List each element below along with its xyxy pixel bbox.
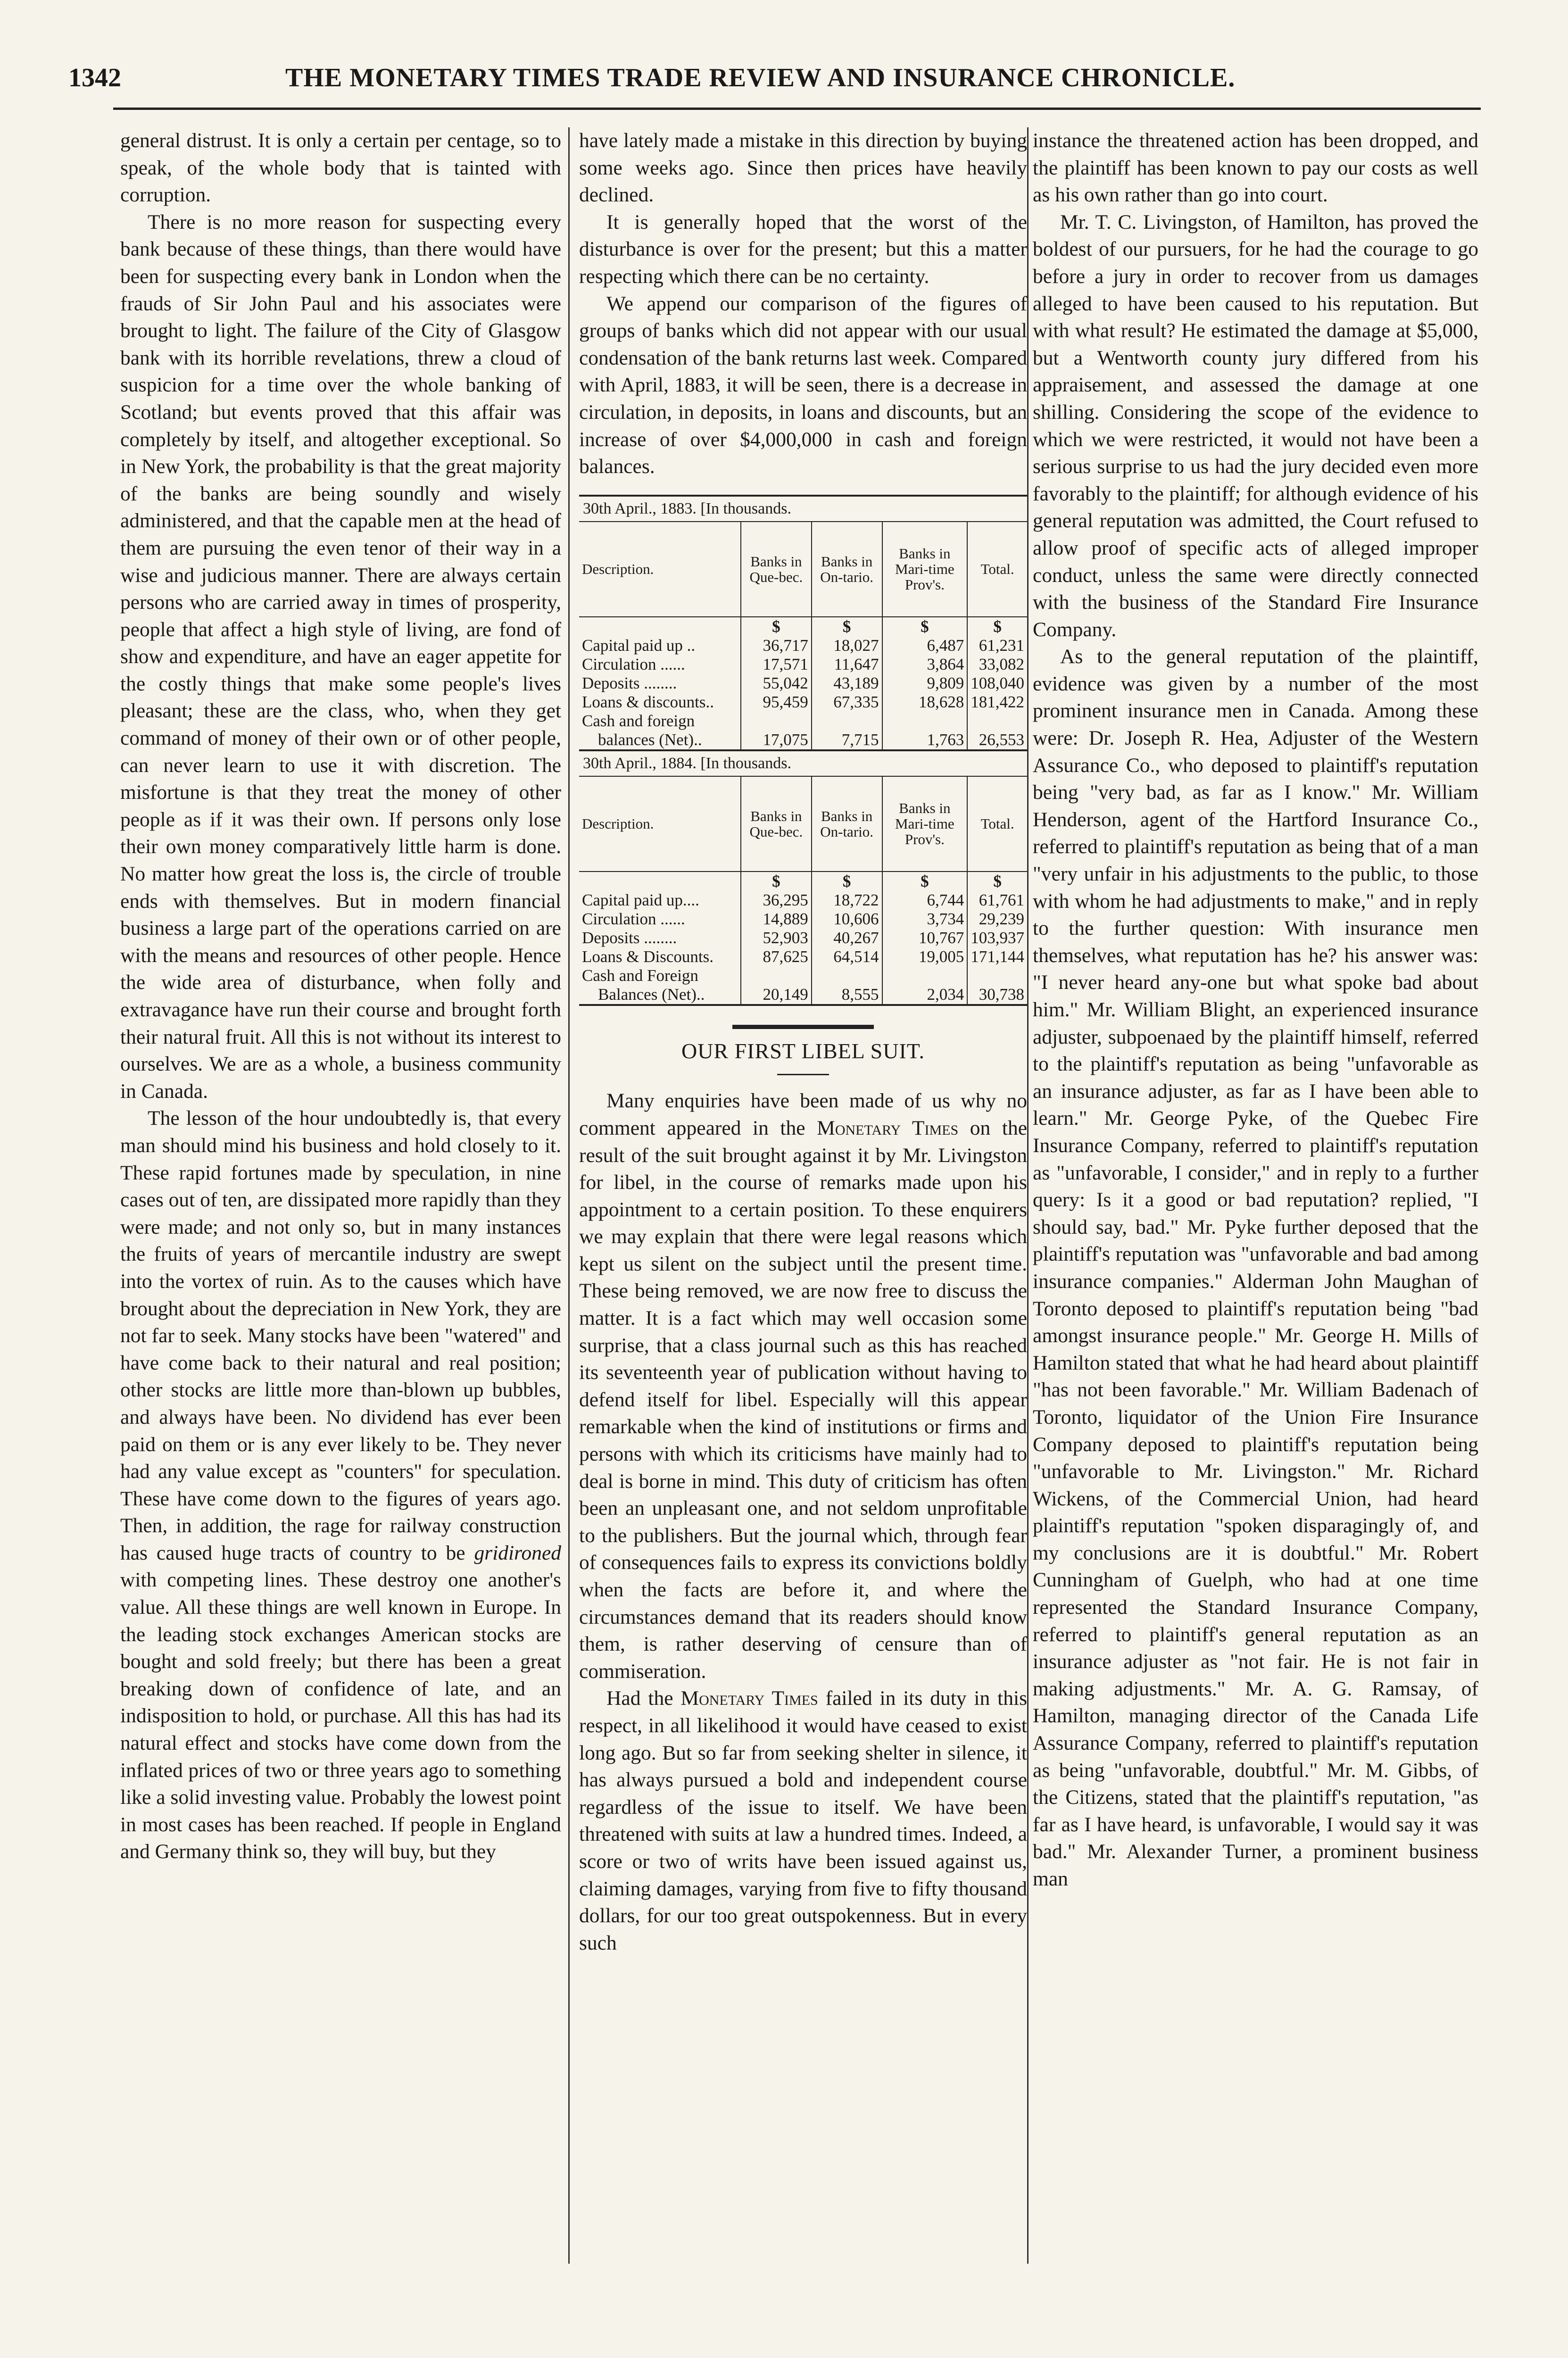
- table-cell: 103,937: [967, 929, 1027, 947]
- table-cell: Deposits ........: [582, 673, 677, 692]
- table-header: Total.: [967, 522, 1027, 617]
- table-cell: 7,715: [812, 731, 882, 750]
- table-cell: 181,422: [967, 693, 1027, 712]
- table-header: Banks in On-tario.: [812, 776, 882, 872]
- table-cell: $: [967, 872, 1027, 891]
- text-run: with competing lines. These destroy one another's value. All these things are well known in Europe. In the leading stock exchanges American stocks are bought and sold freely; but there has been a great breaking down of confidence of late, and an indisposition to hold, or purchase. All this has had its natural effect and stocks have come down from the inflated prices of two or three years ago to something like a solid investing value. Probably the lowest point in most cases has been reached. If people in England and Germany think so, they will buy, but they: [120, 1569, 561, 1863]
- table-header: Description.: [579, 776, 741, 872]
- column-rule-1: [568, 127, 570, 2264]
- text-run: The lesson of the hour undoubtedly is, that every man should mind his business and hold closely to it. These rapid fortunes made by speculation, in nine cases out of ten, are dissipated more rapidly than they were made; and not only so, but in many instances the fruits of years of mercantile industry are swept into the vortex of ruin. As to the causes which have brought about the depreciation in New York, they are not far to seek. Many stocks have been "watered" and have come back to their natural and real position; other stocks are little more than-blown up bubbles, and always have been. No dividend has ever been paid on them or is any ever likely to be. They never had any value except as "counters" for speculation. These have come down to the figures of years ago. Then, in addition, the rage for railway construction has caused huge tracts of country to be: [120, 1107, 561, 1564]
- table-row: [579, 655, 1027, 674]
- paragraph: Mr. T. C. Livingston, of Hamilton, has proved the boldest of our pursuers, for he had the courage to go before a jury in order to recover from us damages alleged to have been caused to his reputation. But with what result? He estimated the damage at $5,000, but a Wentworth county jury differed from his appraisement, and assessed the damage at one shilling. Considering the scope of the evidence to which we were restricted, it would not have been a serious surprise to us had the jury decided even more favorably to the plaintiff; for although evidence of his general reputation was admitted, the Court refused to allow proof of specific acts of alleged improper conduct, unless the same were directly connected with the business of the Standard Fire Insurance Company.: [1033, 210, 1478, 641]
- table-row: [579, 674, 1027, 693]
- table-cell: Cash and Foreign: [582, 966, 698, 985]
- table-cell: 40,267: [812, 929, 882, 947]
- table-cell: $: [741, 872, 812, 891]
- table-cell: 26,553: [967, 731, 1027, 750]
- table-cell: 3,734: [882, 910, 968, 929]
- table-row: [579, 985, 1027, 1005]
- paragraph: [579, 1088, 1027, 1685]
- table-cell: 9,809: [882, 674, 968, 693]
- table-row: [579, 910, 1027, 929]
- table-cell: [741, 712, 812, 731]
- table-cell: [882, 966, 968, 985]
- table-cell: 2,034: [882, 985, 968, 1005]
- table-caption: 30th April., 1884. [In thousands.: [579, 751, 1027, 776]
- table-cell: [967, 712, 1027, 731]
- table-header: Banks in On-tario.: [812, 522, 882, 617]
- table-cell: 8,555: [812, 985, 882, 1005]
- table-cell: Circulation ......: [582, 655, 685, 673]
- table-cell: 18,027: [812, 636, 882, 655]
- table-cell: 61,231: [967, 636, 1027, 655]
- column-rule-2: [1027, 127, 1029, 2264]
- table-cell: 108,040: [967, 674, 1027, 693]
- table-cell: Capital paid up ..: [582, 636, 696, 655]
- column-3: [1033, 127, 1478, 1893]
- table-cell: $: [967, 617, 1027, 636]
- table-cell: 171,144: [967, 947, 1027, 966]
- column-2: [579, 127, 1027, 1957]
- header-rule: [113, 108, 1481, 110]
- page-number: 1342: [68, 63, 121, 92]
- running-title: THE MONETARY TIMES TRADE REVIEW AND INSURANCE CHRONICLE.: [285, 63, 1236, 92]
- paragraph: have lately made a mistake in this direction by buying some weeks ago. Since then prices have heavily declined.: [579, 129, 1027, 207]
- table-cell: Loans & discounts..: [582, 692, 714, 711]
- paragraph: [579, 1685, 1027, 1957]
- table-cell: Deposits ........: [582, 928, 677, 947]
- table-cell: 6,744: [882, 891, 968, 910]
- table-cell: balances (Net)..: [579, 731, 741, 750]
- table-cell: Cash and foreign: [582, 711, 695, 730]
- paragraph: As to the general reputation of the plaintiff, evidence was given by a number of the most prominent insurance men in Canada. Among these were: Dr. Joseph R. Hea, Adjuster of the Western Assurance Co., who deposed to plaintiff's reputation being "very bad, as far as I know." Mr. William Henderson, agent of the Hartford Insurance Co., referred to plaintiff's reputation as being that of a man "very unfair in his adjustments to the public, to those with whom he had adjustments to make," and in reply to the further question: With insurance men themselves, what reputation has he? his answer was: "I never heard any-one but what spoke bad about him." Mr. William Blight, an experienced insurance adjuster, subpoenaed by the plaintiff himself, referred to the plaintiff's reputation as being "unfavorable as an insurance adjuster, as far as I have been able to learn." Mr. George Pyke, of the Quebec Fire Insurance Company, referred to plaintiff's reputation as "unfavorable, I consider," and in reply to a further query: Is it a good or bad reputation? replied, "I should say, bad." Mr. Pyke further deposed that the plaintiff's reputation was "unfavorable and bad among insurance companies." Alderman John Maughan of Toronto deposed to plaintiff's reputation being "bad amongst insurance people." Mr. George H. Mills of Hamilton stated that what he had heard about plaintiff "has not been favorable." Mr. William Badenach of Toronto, liquidator of the Union Fire Insurance Company deposed to plaintiff's reputation being "unfavorable to Mr. Livingston." Mr. Richard Wickens, of the Commercial Union, had heard plaintiff's reputation "spoken disparagingly of, and my conclusions are it is doubtful." Mr. Robert Cunningham of Guelph, who had at one time represented the Standard Insurance Company, referred to plaintiff's general reputation as an insurance adjuster as "not fair. He is not fair in making adjustments." Mr. A. G. Ramsay, of Hamilton, managing director of the Canada Life Assurance Company, referred to plaintiff's reputation as being "unfavorable, doubtful." Mr. M. Gibbs, of the Citizens, stated that the plaintiff's reputation, "as far as I have heard, is unfavorable, I would say it was bad." Mr. Alexander Turner, a prominent business man: [1033, 645, 1478, 1890]
- table-cell: $: [812, 872, 882, 891]
- table-cell: Loans & Discounts.: [582, 947, 714, 966]
- table-cell: [967, 966, 1027, 985]
- table-row: [579, 947, 1027, 966]
- table-cell: 18,628: [882, 693, 968, 712]
- table-row: [579, 712, 1027, 731]
- publication-name: Monetary Times: [817, 1116, 959, 1139]
- table-cell: 1,763: [882, 731, 968, 750]
- page-header: [68, 59, 1500, 101]
- title-rule: [777, 1074, 829, 1075]
- table-cell: 20,149: [741, 985, 812, 1005]
- article-title: OUR FIRST LIBEL SUIT.: [681, 1038, 925, 1063]
- bank-table-1883: [579, 495, 1027, 751]
- table-cell: Capital paid up....: [582, 890, 699, 909]
- section-divider: [732, 1025, 874, 1029]
- table-cell: [579, 872, 741, 891]
- table-cell: 36,295: [741, 891, 812, 910]
- table-cell: Balances (Net)..: [579, 985, 741, 1005]
- table-header: Banks in Mari-time Prov's.: [882, 776, 968, 872]
- table-cell: $: [882, 617, 968, 636]
- table-cell: 30,738: [967, 985, 1027, 1005]
- table-cell: [882, 712, 968, 731]
- table-row: [579, 636, 1027, 655]
- table-cell: 95,459: [741, 693, 812, 712]
- table-cell: 17,075: [741, 731, 812, 750]
- table-cell: 10,767: [882, 929, 968, 947]
- table-cell: [579, 617, 741, 636]
- table-cell: 67,335: [812, 693, 882, 712]
- table-header: Total.: [967, 776, 1027, 872]
- table-cell: $: [741, 617, 812, 636]
- text-run: on the result of the suit brought against it by Mr. Livingston for libel, in the course of remarks made upon his appointment to a certain position. To these enquirers we may explain that there were legal reasons which kept us silent on the subject until the present time. These being removed, we are now free to discuss the matter. It is a fact which may well occasion some surprise, that a class journal such as this has reached its seventeenth year of publication without having to defend itself for libel. Especially will this appear remarkable when the kind of institutions or firms and persons with which its criticisms have mainly had to deal is borne in mind. This duty of criticism has often been an unpleasant one, and not seldom unprofitable to the publishers. But the journal which, through fear of consequences fails to express its convictions boldly when the facts are before it, and where the circumstances demand that its readers should know them, is rather deserving of censure than of commiseration.: [579, 1116, 1027, 1683]
- table-cell: 6,487: [882, 636, 968, 655]
- table-cell: Circulation ......: [582, 909, 685, 928]
- table-cell: 52,903: [741, 929, 812, 947]
- table-header: Description.: [579, 522, 741, 617]
- table-row: [579, 731, 1027, 750]
- paragraph: There is no more reason for suspecting every bank because of these things, than there would have been for suspecting every bank in London when the frauds of Sir John Paul and his associates were brought to light. The failure of the City of Glasgow bank with its horrible revelations, threw a cloud of suspicion for a time over the whole banking of Scotland; but events proved that this affair was completely by itself, and altogether exceptional. So in New York, the probability is that the great majority of the banks are being soundly and wisely administered, and that the capable men at the head of them are pursuing the even tenor of their way in a wise and judicious manner. There are always certain persons who are carried away in times of prosperity, people that affect a high style of living, are fond of show and expenditure, and have an eager appetite for the costly things that make some people's lives pleasant; these are the class, who, when they get command of money of their own or of other people, can never learn to use it with discretion. The misfortune is that they treat the money of other people as if it was their own. If persons only lose their own money comparatively little harm is done. No matter how great the loss is, the circle of trouble ends with themselves. But in modern financial business a large part of the operations carried on are with the means and resources of other people. Hence the wide area of disturbance, when folly and extravagance have run their course and brought forth their natural fruit. All this is not without its interest to ourselves. We are as a whole, a business community in Canada.: [120, 210, 561, 1103]
- table-cell: 3,864: [882, 655, 968, 674]
- table-cell: 55,042: [741, 674, 812, 693]
- column-1: [120, 127, 561, 1866]
- table-header: Banks in Que-bec.: [741, 776, 812, 872]
- italic-word: gridironed: [474, 1541, 562, 1564]
- table-cell: 87,625: [741, 947, 812, 966]
- table-caption: 30th April., 1883. [In thousands.: [579, 496, 1027, 522]
- table-header: Banks in Que-bec.: [741, 522, 812, 617]
- paragraph: [120, 1105, 561, 1866]
- table-row: [579, 966, 1027, 985]
- publication-name: Monetary Times: [680, 1687, 818, 1710]
- table-row: [579, 891, 1027, 910]
- table-cell: 18,722: [812, 891, 882, 910]
- table-row: [579, 929, 1027, 947]
- paragraph: It is generally hoped that the worst of the disturbance is over for the present; but this a matter respecting which there can be no certainty.: [579, 210, 1027, 288]
- table-header: Banks in Mari-time Prov's.: [882, 522, 968, 617]
- table-cell: 43,189: [812, 674, 882, 693]
- table-cell: $: [812, 617, 882, 636]
- table-row: [579, 693, 1027, 712]
- table-cell: 36,717: [741, 636, 812, 655]
- bank-table-1884: [579, 751, 1027, 1006]
- table-cell: 29,239: [967, 910, 1027, 929]
- table-cell: [812, 712, 882, 731]
- text-run: Many enquiries have been made of us why no comment appeared in the: [579, 1089, 1027, 1139]
- table-cell: 11,647: [812, 655, 882, 674]
- text-run: Had the: [606, 1687, 673, 1710]
- paragraph: We append our comparison of the figures of groups of banks which did not appear with our usual condensation of the bank returns last week. Compared with April, 1883, it will be seen, there is a decrease in circulation, in deposits, in loans and discounts, but an increase of over $4,000,000 in cash and foreign balances.: [579, 292, 1027, 478]
- table-cell: 17,571: [741, 655, 812, 674]
- table-cell: 14,889: [741, 910, 812, 929]
- text-run: failed in its duty in this respect, in all likelihood it would have ceased to exist long ago. But so far from seeking shelter in silence, it has always pursued a bold and independent course regardless of the issue to itself. We have been threatened with suits at law a hundred times. Indeed, a score or two of writs have been issued against us, claiming damages, varying from five to fifty thousand dollars, for our too great outspokenness. But in every such: [579, 1687, 1028, 1954]
- table-cell: [741, 966, 812, 985]
- table-cell: 64,514: [812, 947, 882, 966]
- table-cell: 19,005: [882, 947, 968, 966]
- table-cell: 10,606: [812, 910, 882, 929]
- table-cell: [812, 966, 882, 985]
- table-cell: $: [882, 872, 968, 891]
- table-cell: 33,082: [967, 655, 1027, 674]
- paragraph: instance the threatened action has been dropped, and the plaintiff has been known to pay our costs as well as his own rather than go into court.: [1033, 129, 1478, 207]
- paragraph: general distrust. It is only a certain per centage, so to speak, of the whole body that is tainted with corruption.: [120, 129, 561, 207]
- table-cell: 61,761: [967, 891, 1027, 910]
